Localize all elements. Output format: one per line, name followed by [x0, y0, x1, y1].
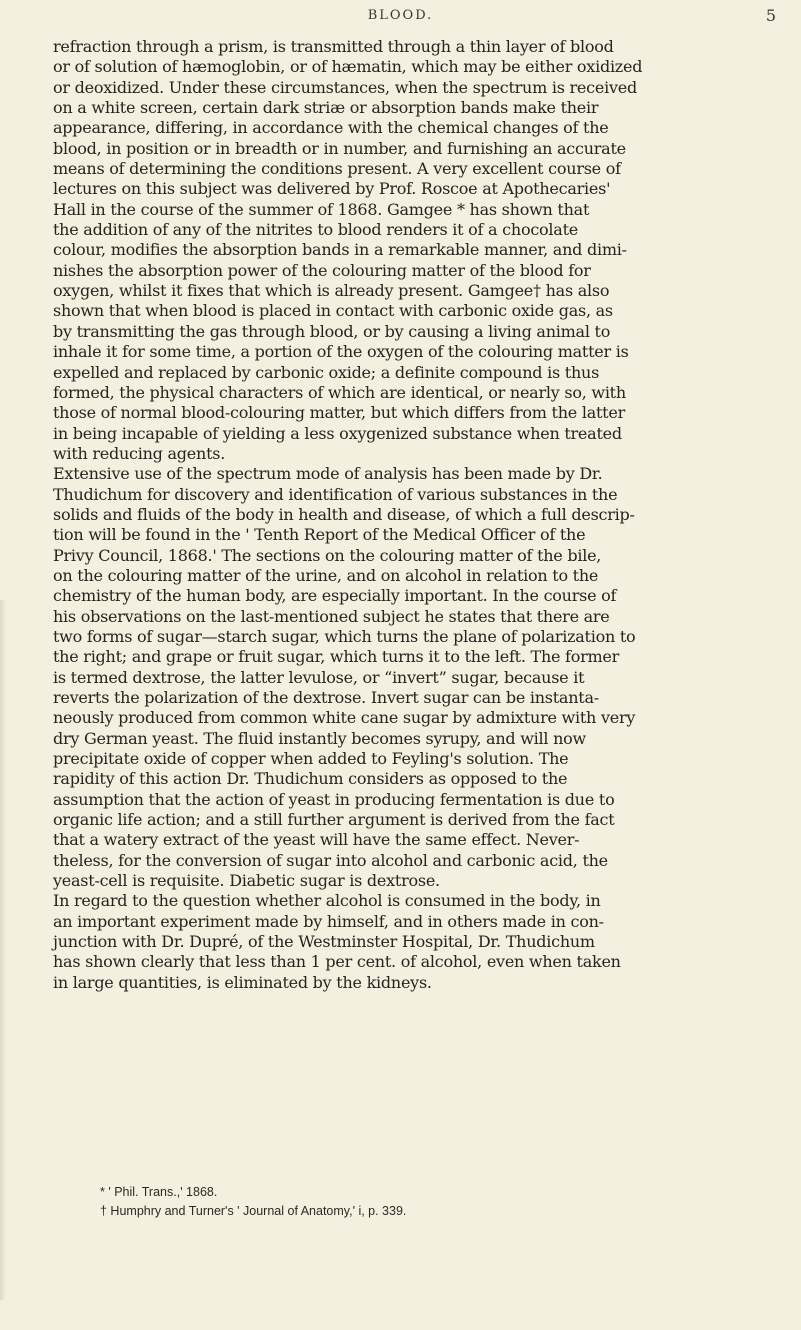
text-line: in large quantities, is eliminated by the kidneys. — [53, 972, 432, 992]
footnote: * ' Phil. Trans.,' 1868. — [100, 1185, 218, 1199]
text-line: appearance, differing, in accordance with the chemical changes of the — [53, 118, 609, 138]
text-line: Privy Council, 1868.' The sections on the colouring matter of the bile, — [53, 545, 602, 565]
text-line: is termed dextrose, the latter levulose, or “invert” sugar, because it — [53, 667, 585, 687]
text-line: on a white screen, certain dark striæ or absorption bands make their — [53, 98, 599, 118]
text-line: tion will be found in the ' Tenth Report of the Medical Officer of the — [53, 525, 586, 545]
text-line: shown that when blood is placed in contact with carbonic oxide gas, as — [53, 301, 613, 321]
text-line: on the colouring matter of the urine, and on alcohol in relation to the — [53, 565, 599, 585]
text-line: two forms of sugar—starch sugar, which turns the plane of polarization to — [53, 626, 636, 646]
text-line: expelled and replaced by carbonic oxide; a definite compound is thus — [53, 362, 600, 382]
text-line: or of solution of hæmoglobin, or of hæmatin, which may be either oxidized — [53, 57, 643, 77]
text-line: or deoxidized. Under these circumstances, when the spectrum is received — [53, 77, 637, 97]
text-line: dry German yeast. The fluid instantly becomes syrupy, and will now — [53, 728, 586, 748]
text-line: colour, modifies the absorption bands in a remarkable manner, and dimi- — [53, 240, 627, 260]
text-line: solids and fluids of the body in health and disease, of which a full descrip- — [53, 504, 635, 524]
text-line: has shown clearly that less than 1 per cent. of alcohol, even when taken — [53, 952, 621, 972]
text-line: lectures on this subject was delivered by Prof. Roscoe at Apothecaries' — [53, 179, 611, 199]
running-title: BLOOD. — [367, 8, 434, 23]
text-line: an important experiment made by himself, and in others made in con- — [53, 911, 604, 931]
text-line: the right; and grape or fruit sugar, which turns it to the left. The former — [53, 647, 620, 667]
text-line: with reducing agents. — [53, 443, 226, 463]
text-line: In regard to the question whether alcohol is consumed in the body, in — [53, 891, 601, 911]
text-line: reverts the polarization of the dextrose. Invert sugar can be instanta- — [53, 688, 599, 707]
text-line: inhale it for some time, a portion of the oxygen of the colouring matter is — [53, 342, 629, 362]
page-number: 5 — [765, 6, 776, 25]
text-line: blood, in position or in breadth or in number, and furnishing an accurate — [53, 138, 626, 158]
text-line: formed, the physical characters of which are identical, or nearly so, with — [53, 382, 626, 402]
text-line: neously produced from common white cane sugar by admixture with very — [53, 708, 636, 728]
text-line: refraction through a prism, is transmitted through a thin layer of blood — [53, 37, 614, 56]
text-line: chemistry of the human body, are especially important. In the course of — [53, 586, 617, 606]
text-line: yeast-cell is requisite. Diabetic sugar is dextrose. — [53, 871, 440, 891]
text-line: means of determining the conditions present. A very excellent course of — [53, 159, 621, 179]
text-line: Extensive use of the spectrum mode of analysis has been made by Dr. — [53, 464, 603, 484]
page-edge-shadow — [0, 600, 6, 1300]
page-header — [0, 8, 801, 32]
text-line: oxygen, whilst it fixes that which is already present. Gamgee† has also — [53, 281, 610, 301]
footnote: † Humphry and Turner's ' Journal of Anatomy,' i, p. 339. — [100, 1203, 407, 1218]
text-line: Hall in the course of the summer of 1868. Gamgee * has shown that — [53, 199, 590, 219]
text-line: nishes the absorption power of the colouring matter of the blood for — [53, 260, 591, 280]
footnotes — [100, 1183, 760, 1220]
text-line: by transmitting the gas through blood, or by causing a living animal to — [53, 321, 611, 341]
text-line: junction with Dr. Dupré, of the Westminster Hospital, Dr. Thudichum — [53, 932, 595, 952]
body-text — [53, 37, 775, 993]
text-line: those of normal blood-colouring matter, but which differs from the latter — [53, 403, 625, 423]
text-line: Thudichum for discovery and identification of various substances in the — [53, 484, 618, 504]
text-line: his observations on the last-mentioned subject he states that there are — [53, 606, 610, 626]
text-line: rapidity of this action Dr. Thudichum considers as opposed to the — [53, 769, 568, 789]
text-line: that a watery extract of the yeast will have the same effect. Never- — [53, 830, 580, 850]
text-line: organic life action; and a still further argument is derived from the fact — [53, 810, 615, 830]
text-line: the addition of any of the nitrites to blood renders it of a chocolate — [53, 220, 578, 240]
text-line: assumption that the action of yeast in producing fermentation is due to — [53, 789, 615, 809]
text-line: in being incapable of yielding a less oxygenized substance when treated — [53, 423, 622, 443]
text-line: theless, for the conversion of sugar into alcohol and carbonic acid, the — [53, 850, 608, 870]
text-line: precipitate oxide of copper when added to Feyling's solution. The — [53, 749, 569, 769]
